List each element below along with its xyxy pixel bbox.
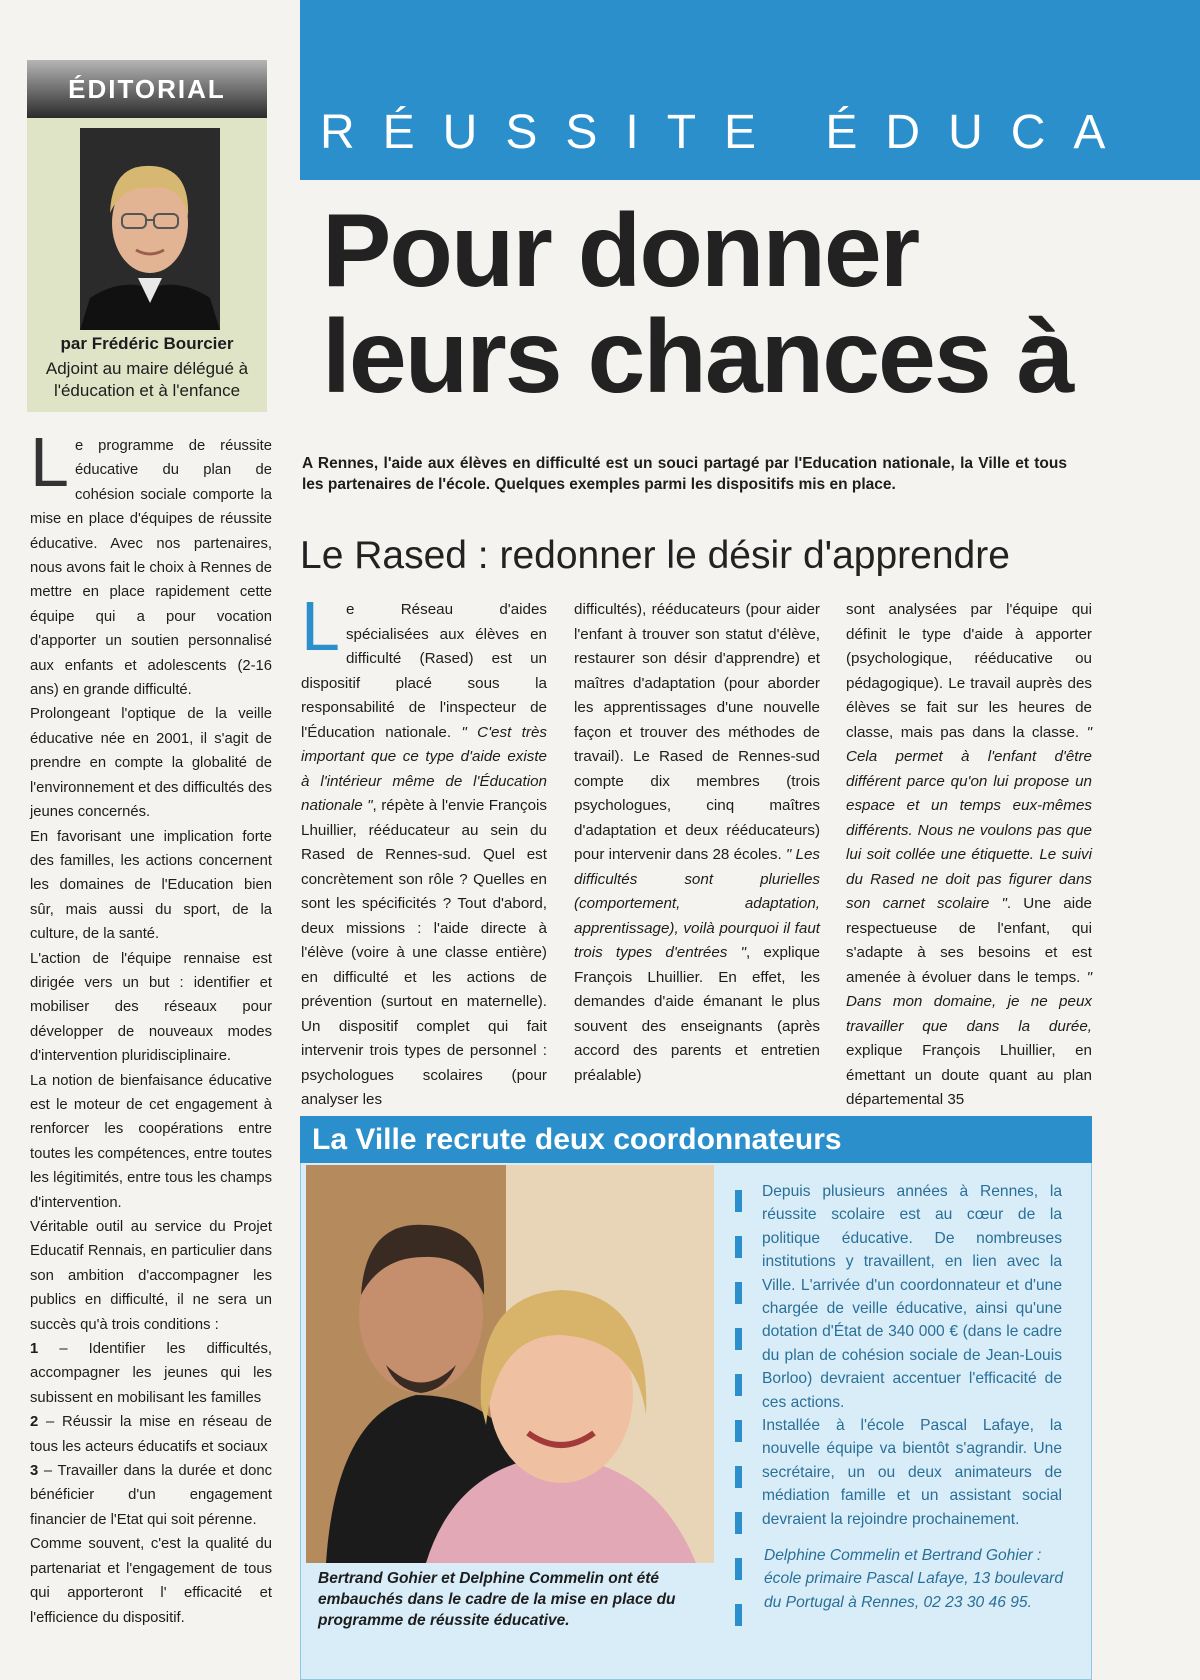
condition-text: – Identifier les difficultés, accompagner les jeunes qui les subissent en mobilisant les familles [30, 1341, 272, 1406]
condition-item [30, 1459, 272, 1532]
decorative-bar [735, 1282, 742, 1304]
portrait-illustration [80, 128, 220, 330]
photo-illustration [306, 1165, 714, 1563]
decorative-bar [735, 1558, 742, 1580]
editorial-author: par Frédéric Bourcier [60, 334, 234, 353]
box-text [762, 1180, 1062, 1531]
section-title: RÉUSSITE ÉDUCA [320, 106, 1134, 159]
role-line-2: l'éducation et à l'enfance [53, 381, 241, 400]
editorial-paragraph: Véritable outil au service du Projet Educatif Rennais, en particulier dans son ambition d'accompagner les publics en difficulté, il ne sera un succès qu'à trois conditions : [30, 1219, 272, 1333]
headline-line-2: leurs chances à [322, 299, 1073, 415]
author-portrait [80, 128, 220, 330]
article-text: e Réseau d'aides spécialisées aux élèves en difficulté (Rased) est un dispositif placé sous la responsabilité de l'inspecteur de l'Éducation nationale. [301, 601, 547, 741]
article-quote: " Les difficultés sont plurielles (comportement, adaptation, apprentissage), voilà pourquoi il faut trois types d'entrées " [574, 846, 821, 961]
condition-text: – Travailler dans la durée et donc bénéficier d'un engagement financier de l'Etat qui soit pérenne. [30, 1463, 272, 1528]
article-quote: " C'est très important que ce type d'aide existe à l'intérieur même de l'Éducation nationale " [301, 723, 547, 814]
decorative-bar [735, 1512, 742, 1534]
box-title: La Ville recrute deux coordonnateurs [312, 1123, 842, 1156]
editorial-paragraph: Prolongeant l'optique de la veille éducative née en 2001, il s'agit de prendre en compte la globalité de l'environnement et des difficultés des jeunes concernés. [30, 706, 272, 821]
article-quote: " Cela permet à l'enfant d'être différent parce qu'on lui propose un espace et un temps eux-mêmes différents. Nous ne voulons pas que lui soit collée une étiquette. Le suivi du Rased ne doit pas figurer dans son carnet scolaire " [846, 723, 1092, 912]
decorative-bar [735, 1328, 742, 1350]
article-text: . Une aide respectueuse de l'enfant, qui s'adapte à ses besoins et est amenée à évoluer dans le temps. [846, 895, 1092, 986]
editorial-paragraph: En favorisant une implication forte des familles, les actions concernent les domaines de l'Education bien sûr, mais aussi du sport, de la culture, de la santé. [30, 828, 272, 943]
editorial-paragraph: La notion de bienfaisance éducative est le moteur de cet engagement à renforcer les coopérations entre toutes les compétences, entre toutes les légitimités, entre tous les champs d'intervention. [30, 1072, 272, 1211]
article-dropcap: L [301, 587, 340, 665]
headline-line-1: Pour donner [322, 193, 919, 309]
article-text: , répète à l'envie François Lhuillier, rééducateur au sein du Rased de Rennes-sud. Quel est concrètement son rôle ? Quelles en sont les spécificités ? Tout d'abord, deux missions : l'aide directe à l'élève (voire à une classe entière) en difficulté et les actions de prévention (surtout en maternelle). Un dispositif complet qui fait intervenir trois types de personnel : psychologues scolaires (pour analyser les [301, 797, 547, 1108]
condition-number: 2 [30, 1414, 39, 1431]
role-line-1: Adjoint au maire délégué à [45, 359, 249, 378]
decorative-bar [735, 1374, 742, 1396]
article-column-1 [301, 587, 547, 1113]
box-paragraph: Installée à l'école Pascal Lafaye, la nouvelle équipe va bientôt s'agrandir. Une secrétaire, un ou deux animateurs de médiation famille et un assistant social devraient la rejoindre prochainement. [762, 1417, 1062, 1528]
article-subhead: Le Rased : redonner le désir d'apprendre [300, 534, 1010, 577]
condition-text: – Réussir la mise en réseau de tous les acteurs éducatifs et sociaux [30, 1414, 272, 1455]
editorial-author-role [27, 358, 267, 402]
decorative-bar [735, 1190, 742, 1212]
editorial-paragraph: Comme souvent, c'est la qualité du partenariat et l'engagement de tous qui apporteront l' efficacité et l'efficience du dispositif. [30, 1536, 272, 1626]
editorial-label: ÉDITORIAL [27, 60, 267, 118]
editorial-dropcap: L [30, 423, 69, 501]
condition-item [30, 1410, 272, 1459]
editorial-text [30, 423, 272, 1630]
article-text: explique François Lhuillier, en émettant un doute quant au plan départemental 35 [846, 1042, 1092, 1108]
coordinators-photo [306, 1165, 714, 1563]
box-contact: Delphine Commelin et Bertrand Gohier : école primaire Pascal Lafaye, 13 boulevard du Portugal à Rennes, 02 23 30 46 95. [764, 1547, 1064, 1611]
condition-item [30, 1337, 272, 1410]
editorial-paragraph: L'action de l'équipe rennaise est dirigée vers un but : identifier et mobiliser des réseaux pour développer de nouveaux modes d'intervention pluridisciplinaire. [30, 950, 272, 1065]
condition-number: 1 [30, 1341, 39, 1358]
decorative-bar [735, 1604, 742, 1626]
article-column-2 [574, 598, 820, 1088]
box-paragraph: Depuis plusieurs années à Rennes, la réussite scolaire est au cœur de la politique éducative. De nombreuses institutions y travaillent, en lien avec la Ville. L'arrivée d'un coordonnateur et d'une chargée de veille éducative, ainsi qu'une dotation d'État de 340 000 € (dans le cadre du plan de cohésion sociale de Jean-Louis Borloo) devraient accentuer l'efficacité de ces actions. [762, 1183, 1062, 1411]
article-text: difficultés), rééducateurs (pour aider l'enfant à trouver son statut d'élève, restaurer son désir d'apprendre) et maîtres d'adaptation (pour aborder les apprentissages d'une nouvelle façon et trouver des méthodes de travail). Le Rased de Rennes-sud compte dix membres (trois psychologues, cinq maîtres d'adaptation et deux rééducateurs) pour intervenir dans 28 écoles. [574, 601, 820, 863]
decorative-bar [735, 1420, 742, 1442]
decorative-bar [735, 1466, 742, 1488]
article-text: , explique François Lhuillier. En effet, les demandes d'aide émanant le plus souvent des enseignants (après accord des parents et entretien préalable) [574, 944, 820, 1084]
article-column-3 [846, 598, 1092, 1113]
intro-paragraph: A Rennes, l'aide aux élèves en difficulté est un souci partagé par l'Education nationale, la Ville et tous les partenaires de l'école. Quelques exemples parmi les dispositifs mis en place. [302, 455, 1067, 493]
condition-number: 3 [30, 1463, 39, 1480]
article-quote: " Dans mon domaine, je ne peux travailler que dans la durée, [846, 968, 1092, 1035]
photo-caption: Bertrand Gohier et Delphine Commelin ont été embauchés dans le cadre de la mise en place du programme de réussite éducative. [318, 1570, 676, 1629]
headline [322, 193, 1073, 415]
decorative-bar [735, 1236, 742, 1258]
article-text: sont analysées par l'équipe qui définit le type d'aide à apporter (psychologique, rééducative ou pédagogique). Le travail auprès des élèves se fait sur les heures de classe, mais pas dans la classe. [846, 601, 1092, 741]
editorial-paragraph: e programme de réussite éducative du plan de cohésion sociale comporte la mise en place d'équipes de réussite éducative. Avec nos partenaires, nous avons fait le choix à Rennes de mettre en place rapidement cette équipe qui a pour vocation d'apporter un soutien personnalisé aux enfants et adolescents (2-16 ans) en grande difficulté. [30, 438, 272, 699]
